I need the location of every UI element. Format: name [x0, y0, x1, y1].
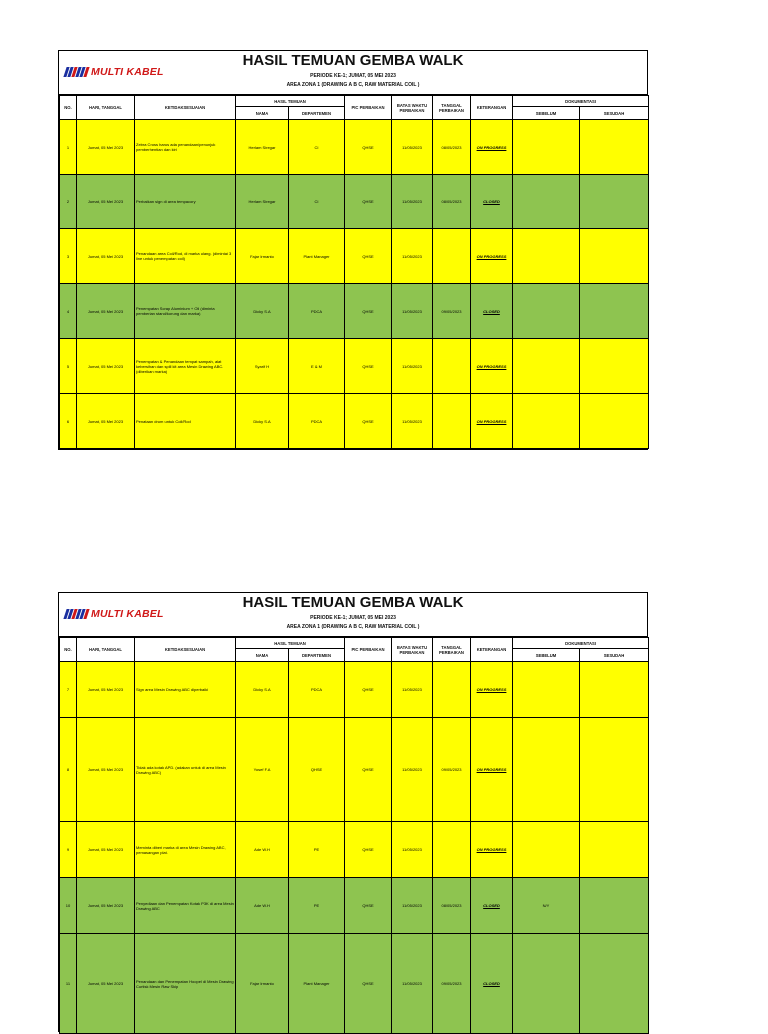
cell-issue: Penandaan dan Penempatan Hoopel di Mesin Drawing Curtisk Mesin Raw Skip: [135, 934, 236, 1034]
cell-pic: QHSE: [345, 718, 392, 822]
table-row: [60, 394, 649, 449]
report-periode: PERIODE KE-1; JUMAT, 05 MEI 2023: [310, 615, 396, 621]
cell-issue: Tidak ada kotak APD. (adakan untuk di area Mesin Drawing ABC): [135, 718, 236, 822]
cell-date: Jumat, 05 Mei 2023: [77, 175, 135, 229]
cell-issue: Penyediaan dan Penempatan Kotak P3K di area Mesin Drawing ABC: [135, 878, 236, 934]
photo-before: [513, 662, 580, 718]
cell-fixed-date: [433, 229, 471, 284]
table-row: [60, 339, 649, 394]
cell-deadline: 11/05/2023: [392, 394, 433, 449]
report-sheet-1: [58, 50, 648, 450]
cell-fixed-date: [433, 339, 471, 394]
cell-dept: E & M: [289, 339, 345, 394]
cell-name: Ade W.H: [236, 822, 289, 878]
cell-date: Jumat, 05 Mei 2023: [77, 229, 135, 284]
cell-issue: Meminta diberi marka di area Mesin Drawing ABC, pemasangan plat.: [135, 822, 236, 878]
cell-status: ON PROGRESS: [471, 120, 513, 175]
table-row: [60, 878, 649, 934]
cell-status: ON PROGRESS: [471, 662, 513, 718]
photo-before: [513, 934, 580, 1034]
report-area: AREA ZONA 1 (DRAWING A B C, RAW MATERIAL COIL ): [286, 624, 420, 630]
cell-name: Dicky S.A: [236, 394, 289, 449]
cell-name: Fajar Irmanto: [236, 229, 289, 284]
report-periode: PERIODE KE-1; JUMAT, 05 MEI 2023: [310, 73, 396, 79]
col-header-sesudah: SESUDAH: [580, 107, 649, 120]
col-header-ketidaksesuaian: KETIDAKSESUAIAN: [135, 96, 236, 120]
cell-pic: QHSE: [345, 822, 392, 878]
cell-date: Jumat, 05 Mei 2023: [77, 284, 135, 339]
cell-dept: CI: [289, 120, 345, 175]
cell-issue: Penempatan & Penandaan tempat sampah, alat kebersihan dan spill kit area Mesin Drawing ABC. (diberikan marka): [135, 339, 236, 394]
col-header-ketidaksesuaian: KETIDAKSESUAIAN: [135, 638, 236, 662]
photo-after-empty: [580, 229, 649, 284]
cell-no: 9: [60, 822, 77, 878]
cell-no: 3: [60, 229, 77, 284]
photo-before: [513, 394, 580, 449]
cell-pic: QHSE: [345, 934, 392, 1034]
table-row: [60, 822, 649, 878]
table-row: [60, 718, 649, 822]
cell-pic: QHSE: [345, 878, 392, 934]
cell-deadline: 11/05/2023: [392, 878, 433, 934]
col-header-dokumentasi: DOKUMENTASI: [513, 638, 649, 649]
photo-before: [513, 284, 580, 339]
cell-status: ON PROGRESS: [471, 339, 513, 394]
photo-before-na: N/Y: [513, 878, 580, 934]
cell-deadline: 11/05/2023: [392, 229, 433, 284]
cell-no: 4: [60, 284, 77, 339]
photo-before: [513, 339, 580, 394]
cell-name: Syarif H: [236, 339, 289, 394]
cell-status: ON PROGRESS: [471, 718, 513, 822]
photo-before: [513, 229, 580, 284]
cell-issue: Penempatan Scrap Aluminium + Oli (diminta pemberian stand/korung dan marka): [135, 284, 236, 339]
cell-pic: QHSE: [345, 662, 392, 718]
cell-issue: Penandaan area Coil/Rod, di marka ulang. (dimintai 3 line untuk penempatan coil): [135, 229, 236, 284]
col-header-departemen: DEPARTEMEN: [289, 107, 345, 120]
cell-deadline: 11/05/2023: [392, 718, 433, 822]
cell-issue: Zebra Cross harus ada penandaan/penunjuk pemberhentian dan kiri: [135, 120, 236, 175]
cell-no: 7: [60, 662, 77, 718]
cell-status: ON PROGRESS: [471, 229, 513, 284]
cell-no: 11: [60, 934, 77, 1034]
cell-date: Jumat, 05 Mei 2023: [77, 662, 135, 718]
cell-issue: Penataan drum untuk Coil/Rod: [135, 394, 236, 449]
cell-status: CLOSED: [471, 284, 513, 339]
cell-name: Herlam Siregar: [236, 175, 289, 229]
cell-dept: PDCA: [289, 662, 345, 718]
cell-pic: QHSE: [345, 120, 392, 175]
report-title: HASIL TEMUAN GEMBA WALK: [242, 594, 464, 611]
photo-after-empty: [580, 822, 649, 878]
cell-date: Jumat, 05 Mei 2023: [77, 934, 135, 1034]
table-row: [60, 662, 649, 718]
logo-text: MULTI KABEL: [91, 608, 164, 620]
cell-date: Jumat, 05 Mei 2023: [77, 394, 135, 449]
cell-pic: QHSE: [345, 339, 392, 394]
cell-dept: PDCA: [289, 394, 345, 449]
cell-fixed-date: 08/05/2023: [433, 175, 471, 229]
cell-date: Jumat, 05 Mei 2023: [77, 339, 135, 394]
photo-after: [580, 284, 649, 339]
findings-table: [59, 95, 649, 449]
logo-text: MULTI KABEL: [91, 66, 164, 78]
table-row: [60, 175, 649, 229]
col-header-sesudah: SESUDAH: [580, 649, 649, 662]
cell-status: CLOSED: [471, 878, 513, 934]
photo-after-empty: [580, 339, 649, 394]
cell-deadline: 11/05/2023: [392, 284, 433, 339]
cell-dept: Plant Manager: [289, 934, 345, 1034]
cell-no: 2: [60, 175, 77, 229]
cell-fixed-date: [433, 394, 471, 449]
col-header-hasil-temuan: HASIL TEMUAN: [236, 96, 345, 107]
col-header-nama: NAMA: [236, 107, 289, 120]
photo-before: [513, 120, 580, 175]
cell-pic: QHSE: [345, 394, 392, 449]
cell-date: Jumat, 05 Mei 2023: [77, 822, 135, 878]
cell-name: Fajar Irmanto: [236, 934, 289, 1034]
photo-after: [580, 175, 649, 229]
cell-pic: QHSE: [345, 284, 392, 339]
report-title: HASIL TEMUAN GEMBA WALK: [242, 52, 464, 69]
cell-no: 10: [60, 878, 77, 934]
report-area: AREA ZONA 1 (DRAWING A B C, RAW MATERIAL COIL ): [286, 82, 420, 88]
col-header-pic: PIC PERBAIKAN: [345, 96, 392, 120]
cell-status: CLOSED: [471, 175, 513, 229]
photo-before: [513, 718, 580, 822]
col-header-hari: HARI, TANGGAL: [77, 96, 135, 120]
cell-issue: Sign area Mesin Drawing ABC diperbaiki: [135, 662, 236, 718]
col-header-hasil-temuan: HASIL TEMUAN: [236, 638, 345, 649]
photo-after-empty: [580, 662, 649, 718]
cell-deadline: 11/05/2023: [392, 175, 433, 229]
cell-dept: PE: [289, 878, 345, 934]
sheet-header: [59, 51, 647, 95]
cell-no: 1: [60, 120, 77, 175]
cell-pic: QHSE: [345, 175, 392, 229]
cell-status: ON PROGRESS: [471, 394, 513, 449]
col-header-tanggal-perbaikan: TANGGAL PERBAIKAN: [433, 638, 471, 662]
col-header-pic: PIC PERBAIKAN: [345, 638, 392, 662]
cell-no: 5: [60, 339, 77, 394]
table-row: [60, 284, 649, 339]
cell-name: Herlam Siregar: [236, 120, 289, 175]
cell-dept: PE: [289, 822, 345, 878]
cell-date: Jumat, 05 Mei 2023: [77, 120, 135, 175]
col-header-batas-waktu: BATAS WAKTU PERBAIKAN: [392, 96, 433, 120]
table-row: [60, 229, 649, 284]
cell-fixed-date: 09/05/2023: [433, 934, 471, 1034]
photo-after: [580, 878, 649, 934]
sheet-header: [59, 593, 647, 637]
cell-deadline: 11/05/2023: [392, 339, 433, 394]
photo-after-empty: [580, 394, 649, 449]
photo-before: [513, 175, 580, 229]
findings-table: [59, 637, 649, 1034]
col-header-tanggal-perbaikan: TANGGAL PERBAIKAN: [433, 96, 471, 120]
cell-deadline: 11/05/2023: [392, 662, 433, 718]
cell-dept: QHSE: [289, 718, 345, 822]
cell-name: Yosef F.A: [236, 718, 289, 822]
cell-deadline: 11/05/2023: [392, 120, 433, 175]
cell-deadline: 11/05/2023: [392, 934, 433, 1034]
cell-dept: PDCA: [289, 284, 345, 339]
cell-date: Jumat, 05 Mei 2023: [77, 878, 135, 934]
col-header-keterangan: KETERANGAN: [471, 638, 513, 662]
cell-issue: Perbaikan sign di area tempacory: [135, 175, 236, 229]
col-header-sebelum: SEBELUM: [513, 649, 580, 662]
table-row: [60, 934, 649, 1034]
cell-deadline: 11/05/2023: [392, 822, 433, 878]
cell-fixed-date: [433, 822, 471, 878]
col-header-no: NO.: [60, 96, 77, 120]
cell-date: Jumat, 05 Mei 2023: [77, 718, 135, 822]
cell-fixed-date: 09/05/2023: [433, 284, 471, 339]
cell-fixed-date: 08/05/2023: [433, 878, 471, 934]
col-header-hari: HARI, TANGGAL: [77, 638, 135, 662]
cell-dept: CI: [289, 175, 345, 229]
cell-pic: QHSE: [345, 229, 392, 284]
col-header-sebelum: SEBELUM: [513, 107, 580, 120]
photo-after: [580, 934, 649, 1034]
col-header-no: NO.: [60, 638, 77, 662]
col-header-dokumentasi: DOKUMENTASI: [513, 96, 649, 107]
table-row: [60, 120, 649, 175]
cell-dept: Plant Manager: [289, 229, 345, 284]
cell-fixed-date: [433, 662, 471, 718]
cell-name: Ade W.H: [236, 878, 289, 934]
col-header-departemen: DEPARTEMEN: [289, 649, 345, 662]
report-sheet-2: [58, 592, 648, 1032]
cell-name: Dicky S.A: [236, 662, 289, 718]
cell-no: 8: [60, 718, 77, 822]
cell-fixed-date: 08/05/2023: [433, 120, 471, 175]
col-header-keterangan: KETERANGAN: [471, 96, 513, 120]
col-header-nama: NAMA: [236, 649, 289, 662]
cell-status: ON PROGRESS: [471, 822, 513, 878]
photo-after: [580, 718, 649, 822]
photo-before: [513, 822, 580, 878]
cell-status: CLOSED: [471, 934, 513, 1034]
photo-after: [580, 120, 649, 175]
cell-fixed-date: 09/05/2023: [433, 718, 471, 822]
cell-no: 6: [60, 394, 77, 449]
col-header-batas-waktu: BATAS WAKTU PERBAIKAN: [392, 638, 433, 662]
cell-name: Dicky S.A: [236, 284, 289, 339]
